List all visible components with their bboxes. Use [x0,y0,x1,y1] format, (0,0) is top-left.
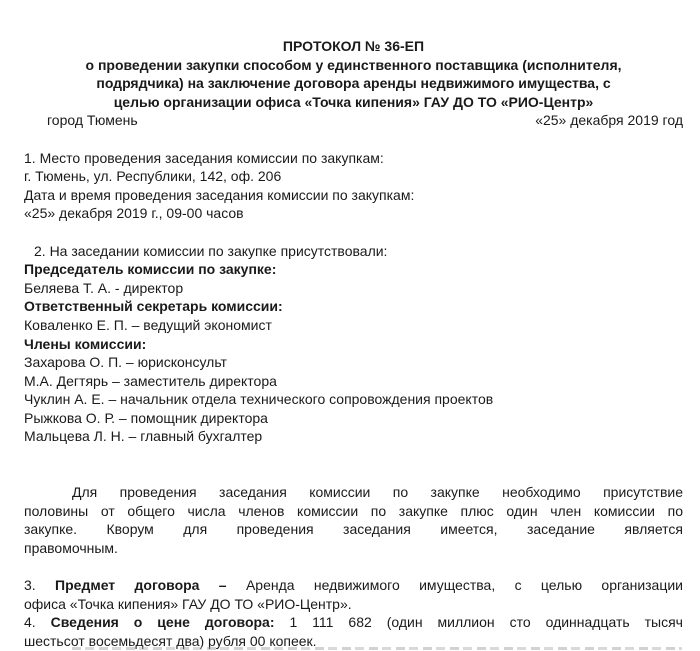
body-line [24,353,683,372]
body-line [24,186,683,205]
body-line [24,149,683,168]
text-segment: Чуклин А. Е. – начальник отдела технического сопровождения проектов [24,391,494,408]
body-line [24,502,683,521]
blank-line [24,558,683,577]
text-segment: Для проведения заседания комиссии по закупке необходимо присутствие [72,484,683,501]
text-segment: 1. Место проведения заседания комиссии по закупкам: [24,149,384,166]
bold-text-segment: Члены комиссии: [24,335,147,352]
bold-text-segment: Предмет договора – [55,577,227,594]
text-segment: Мальцева Л. Н. – главный бухгалтер [24,428,263,445]
dateline [24,111,683,130]
body-line [24,242,683,261]
body-line [24,483,683,502]
dateline-city: город Тюмень [47,112,138,129]
text-segment: Захарова О. П. – юрисконсульт [24,354,227,371]
bold-text-segment: Ответственный секретарь комиссии: [24,298,283,315]
text-segment: закупке. Кворум для проведения заседания имеется, заседание является [24,521,683,538]
body-line [24,613,683,632]
blank-line [24,446,683,483]
text-segment: половины от общего числа членов комиссии по закупке плюс один член комиссии по [24,502,683,519]
text-segment: «25» декабря 2019 г., 09-00 часов [24,205,244,222]
clipped-next-line [72,647,682,650]
document-title-line: целью организации офиса «Точка кипения» ГАУ ДО ТО «РИО-Центр» [113,93,594,110]
body-line [24,279,683,298]
bold-text-segment: Сведения о цене договора: [50,614,275,631]
body-line [24,372,683,391]
body-line [24,260,683,279]
text-segment: М.А. Дегтярь – заместитель директора [24,372,277,389]
text-segment: г. Тюмень, ул. Республики, 142, оф. 206 [24,168,282,185]
text-segment: Аренда недвижимого имущества, с целью организации [226,577,684,594]
text-segment: 3. [24,577,56,594]
bold-text-segment: Председатель комиссии по закупке: [24,261,277,278]
text-segment: Рыжкова О. Р. – помощник директора [24,409,268,426]
body-line [24,409,683,428]
document-body [24,149,683,651]
body-line [24,390,683,409]
body-line [24,316,683,335]
body-line [24,204,683,223]
text-segment: 1 111 682 (один миллион сто одиннадцать тысяч [274,614,683,631]
body-line [24,297,683,316]
text-segment: 4. [24,614,51,631]
body-line [24,595,683,614]
document-title-line: подрядчика) на заключение договора аренды недвижимого имущества, с [96,75,611,92]
body-line [24,576,683,595]
body-line [24,427,683,446]
text-segment: шестьсот восемьдесят два) рубля 00 копеек. [24,633,317,649]
body-line [24,335,683,354]
dateline-date: «25» декабря 2019 год [535,112,683,129]
blank-line [24,223,683,242]
body-line [24,520,683,539]
text-segment: Коваленко Е. П. – ведущий экономист [24,316,272,333]
body-line [24,539,683,558]
text-segment: Беляева Т. А. - директор [24,279,184,296]
body-line [24,167,683,186]
text-segment: Дата и время проведения заседания комиссии по закупкам: [24,186,415,203]
text-segment: 2. На заседании комиссии по закупке присутствовали: [34,242,388,259]
text-segment: правомочным. [24,540,118,557]
document-title-number: ПРОТОКОЛ № 36-ЕП [282,38,425,54]
text-segment: офиса «Точка кипения» ГАУ ДО ТО «РИО-Центр». [24,595,352,612]
document-title-line: о проведении закупки способом у единственного поставщика (исполнителя, [85,56,622,73]
